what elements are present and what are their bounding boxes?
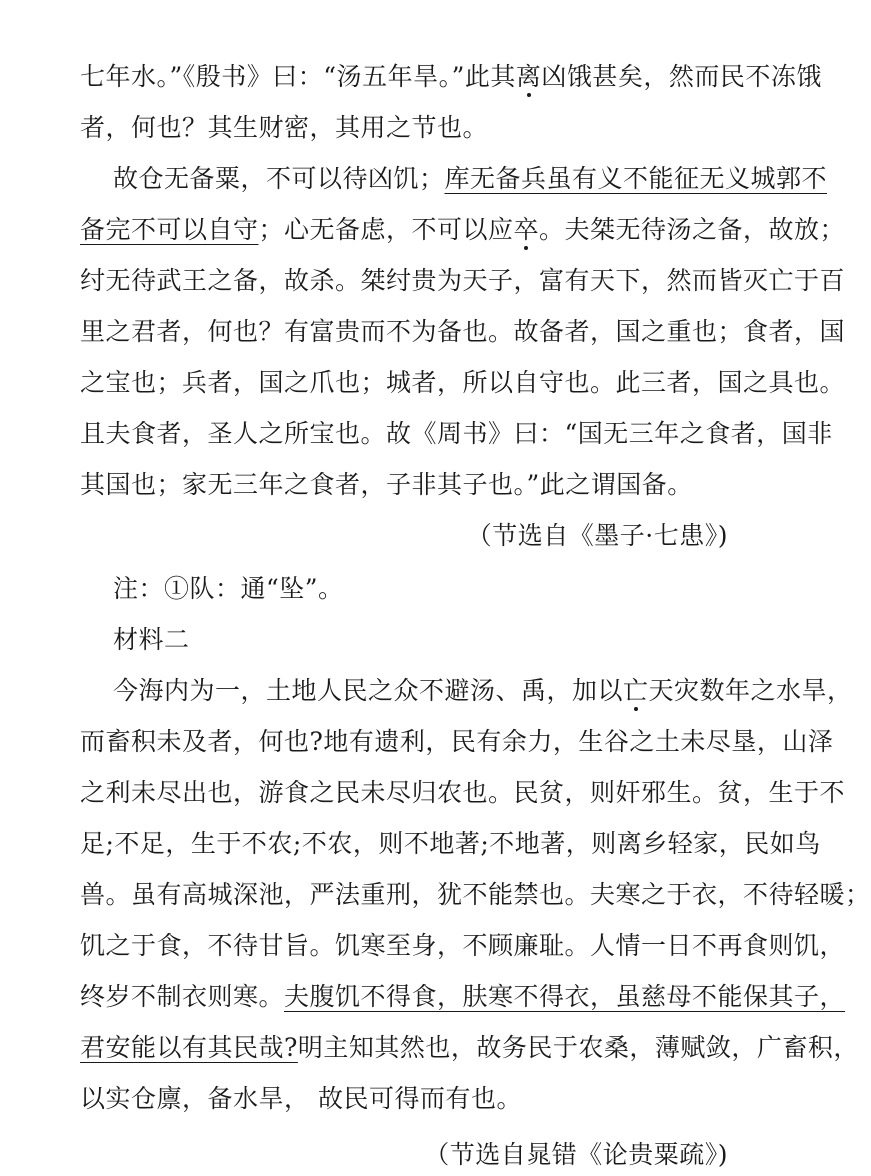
emphasis-dot-char: 亡 bbox=[623, 676, 649, 705]
underlined-sentence: 君安能以有其民哉? bbox=[80, 1033, 298, 1062]
footnote: 注：①队：通“坠”。 bbox=[113, 574, 344, 603]
text-line-4: 备完不可以自守；心无备虑，不可以应卒。夫桀无待汤之备，故放； bbox=[80, 215, 846, 244]
text-line-8: 且夫食者，圣人之所宝也。故《周书》曰：“国无三年之食者，国非 bbox=[80, 419, 833, 448]
text-line-14: 而畜积未及者，何也?地有遗利，民有余力，生谷之土未尽垦，山泽 bbox=[80, 727, 834, 756]
text-line-19: 终岁不制衣则寒。夫腹饥不得食，肤寒不得衣，虽慈母不能保其子， bbox=[80, 982, 846, 1011]
text-line-6: 里之君者，何也？有富贵而不为备也。故备者，国之重也；食者，国 bbox=[80, 317, 846, 346]
text-line-17: 兽。虽有高城深池，严法重刑，犹不能禁也。夫寒之于衣，不待轻暖； bbox=[80, 880, 871, 909]
source-citation-1: （节选自《墨子·七患》) bbox=[466, 521, 728, 550]
text-line-20: 君安能以有其民哉?明主知其然也，故务民于农桑，薄赋敛，广畜积， bbox=[80, 1033, 859, 1062]
section-heading: 材料二 bbox=[113, 625, 190, 654]
underlined-sentence: 备完不可以自守 bbox=[80, 215, 259, 244]
text-line-15: 之利未尽出也，游食之民未尽归农也。民贫，则奸邪生。贫，生于不 bbox=[80, 778, 846, 807]
emphasis-dot-char: 卒 bbox=[513, 215, 540, 244]
underlined-sentence: 夫腹饥不得食，肤寒不得衣，虽慈母不能保其子， bbox=[284, 982, 846, 1011]
text-line-21: 以实仓廪，备水旱， 故民可得而有也。 bbox=[80, 1084, 522, 1113]
text-line-13: 今海内为一，土地人民之众不避汤、禹，加以亡天灾数年之水旱， bbox=[113, 676, 853, 705]
text-line-16: 足;不足，生于不农;不农，则不地著;不地著，则离乡轻家，民如鸟 bbox=[80, 829, 821, 858]
emphasis-dot-char: 离 bbox=[515, 62, 542, 91]
text-line-9: 其国也；家无三年之食者，子非其子也。”此之谓国备。 bbox=[80, 470, 693, 499]
source-citation-2: （节选自晁错《论贵粟疏》) bbox=[424, 1140, 728, 1169]
text-line-18: 饥之于食，不待甘旨。饥寒至身，不顾廉耻。人情一日不再食则饥， bbox=[80, 931, 846, 960]
text-line-5: 纣无待武王之备，故杀。桀纣贵为天子，富有天下，然而皆灭亡于百 bbox=[80, 266, 846, 295]
underlined-sentence: 库无备兵虽有义不能征无义城郭不 bbox=[444, 164, 828, 193]
text-line-7: 之宝也；兵者，国之爪也；城者，所以自守也。此三者，国之具也。 bbox=[80, 368, 846, 397]
text-line-1: 七年水。”《殷书》曰：“汤五年旱。”此其离凶饿甚矣，然而民不冻饿 bbox=[80, 62, 822, 91]
text-line-2: 者，何也？其生财密，其用之节也。 bbox=[80, 113, 489, 142]
text-line-3: 故仓无备粟，不可以待凶饥；库无备兵虽有义不能征无义城郭不 bbox=[113, 164, 828, 193]
